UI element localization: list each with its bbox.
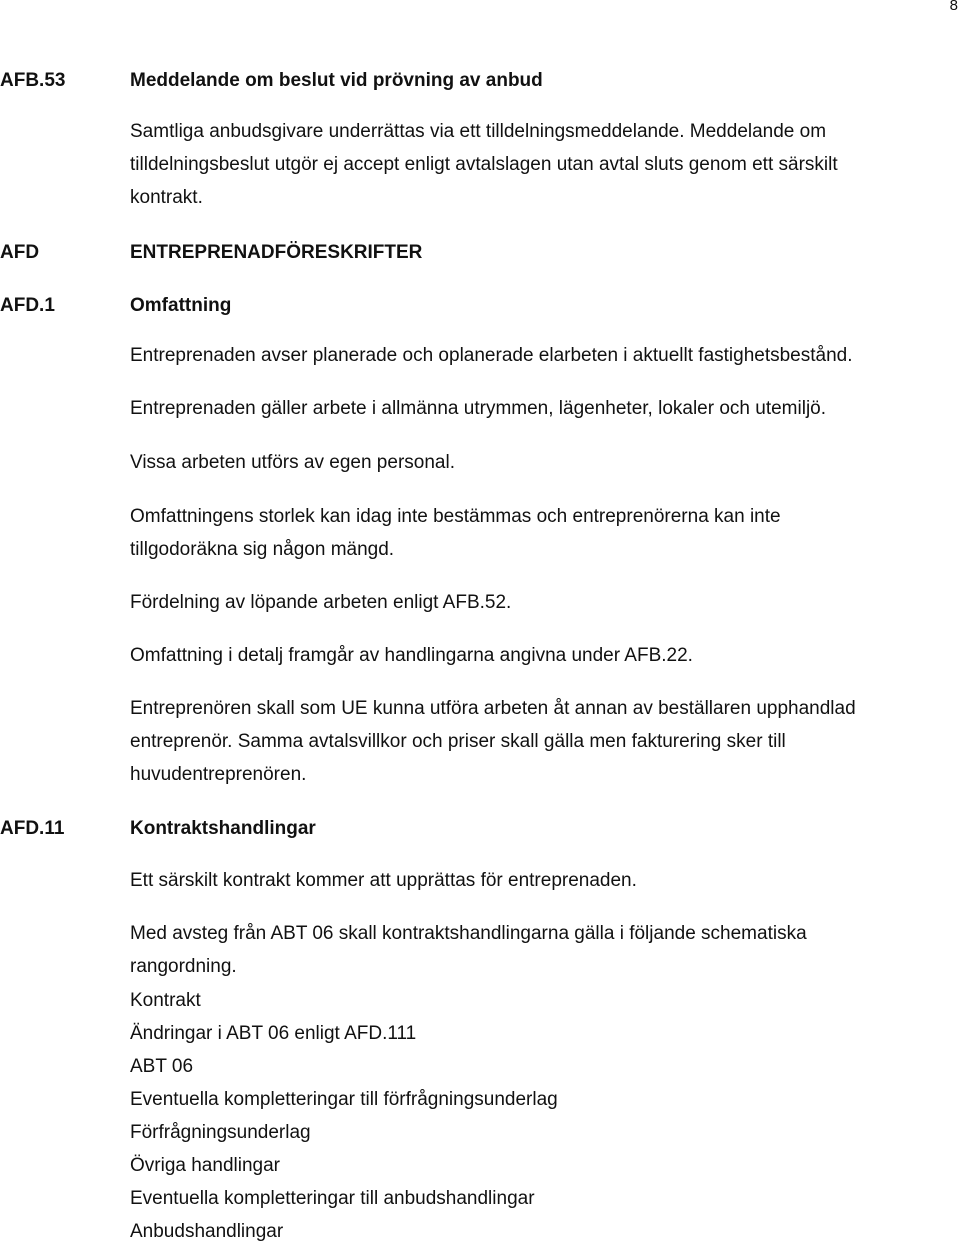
- text-line: tillgodoräkna sig någon mängd.: [130, 538, 395, 560]
- text-line: Omfattning i detalj framgår av handlingarna angivna under AFB.22.: [130, 645, 693, 666]
- section-title-afd: ENTREPRENADFÖRESKRIFTER: [130, 242, 423, 263]
- list-item: Övriga handlingar: [130, 1155, 280, 1176]
- text-line: Samtliga anbudsgivare underrättas via ett tilldelningsmeddelande. Meddelande om: [130, 121, 827, 142]
- afd1-paragraph: [130, 447, 958, 480]
- afb53-paragraph: [130, 116, 958, 214]
- contract-documents-list: [130, 984, 958, 1248]
- section-title-afb53: Meddelande om beslut vid prövning av anbud: [130, 70, 543, 91]
- section-code-afd11: AFD.11: [0, 818, 65, 839]
- afd1-paragraph: [130, 340, 958, 373]
- list-item: Eventuella kompletteringar till förfrågningsunderlag: [130, 1089, 558, 1110]
- section-code-afb53: AFB.53: [0, 70, 66, 91]
- list-item: ABT 06: [130, 1056, 194, 1077]
- list-item: Ändringar i ABT 06 enligt AFD.111: [130, 1023, 417, 1044]
- afd1-paragraph: [130, 693, 958, 791]
- afd1-paragraph: [130, 587, 958, 620]
- text-line: Entreprenaden gäller arbete i allmänna utrymmen, lägenheter, lokaler och utemiljö.: [130, 398, 827, 419]
- list-item: Eventuella kompletteringar till anbudshandlingar: [130, 1188, 535, 1209]
- text-line: kontrakt.: [130, 186, 203, 208]
- afd11-intro: [130, 865, 958, 898]
- text-line: Fördelning av löpande arbeten enligt AFB.52.: [130, 592, 512, 613]
- list-item: Förfrågningsunderlag: [130, 1122, 311, 1143]
- text-line: Vissa arbeten utförs av egen personal.: [130, 452, 455, 473]
- section-title-afd1: Omfattning: [130, 295, 232, 316]
- section-code-afd1: AFD.1: [0, 295, 55, 316]
- text-line: Ett särskilt kontrakt kommer att upprättas för entreprenaden.: [130, 870, 637, 891]
- text-line: tilldelningsbeslut utgör ej accept enligt avtalslagen utan avtal sluts genom ett särskilt: [130, 153, 838, 175]
- page-number: 8: [949, 0, 958, 14]
- text-line: Med avsteg från ABT 06 skall kontraktshandlingarna gälla i följande schematiska: [130, 923, 807, 944]
- list-item: Anbudshandlingar: [130, 1221, 284, 1242]
- afd1-paragraph: [130, 501, 958, 567]
- text-line: rangordning.: [130, 955, 237, 977]
- text-line: huvudentreprenören.: [130, 763, 307, 785]
- section-title-afd11: Kontraktshandlingar: [130, 818, 316, 839]
- section-code-afd: AFD: [0, 242, 40, 263]
- afd1-paragraph: [130, 393, 958, 426]
- text-line: Entreprenaden avser planerade och oplanerade elarbeten i aktuellt fastighetsbestånd.: [130, 345, 853, 366]
- text-line: Entreprenören skall som UE kunna utföra arbeten åt annan av beställaren upphandlad: [130, 698, 856, 719]
- text-line: Omfattningens storlek kan idag inte bestämmas och entreprenörerna kan inte: [130, 506, 781, 527]
- text-line: entreprenör. Samma avtalsvillkor och priser skall gälla men fakturering sker till: [130, 730, 786, 752]
- list-item: Kontrakt: [130, 990, 201, 1011]
- afd11-ranking-paragraph: [130, 918, 958, 984]
- afd1-paragraph: [130, 640, 958, 673]
